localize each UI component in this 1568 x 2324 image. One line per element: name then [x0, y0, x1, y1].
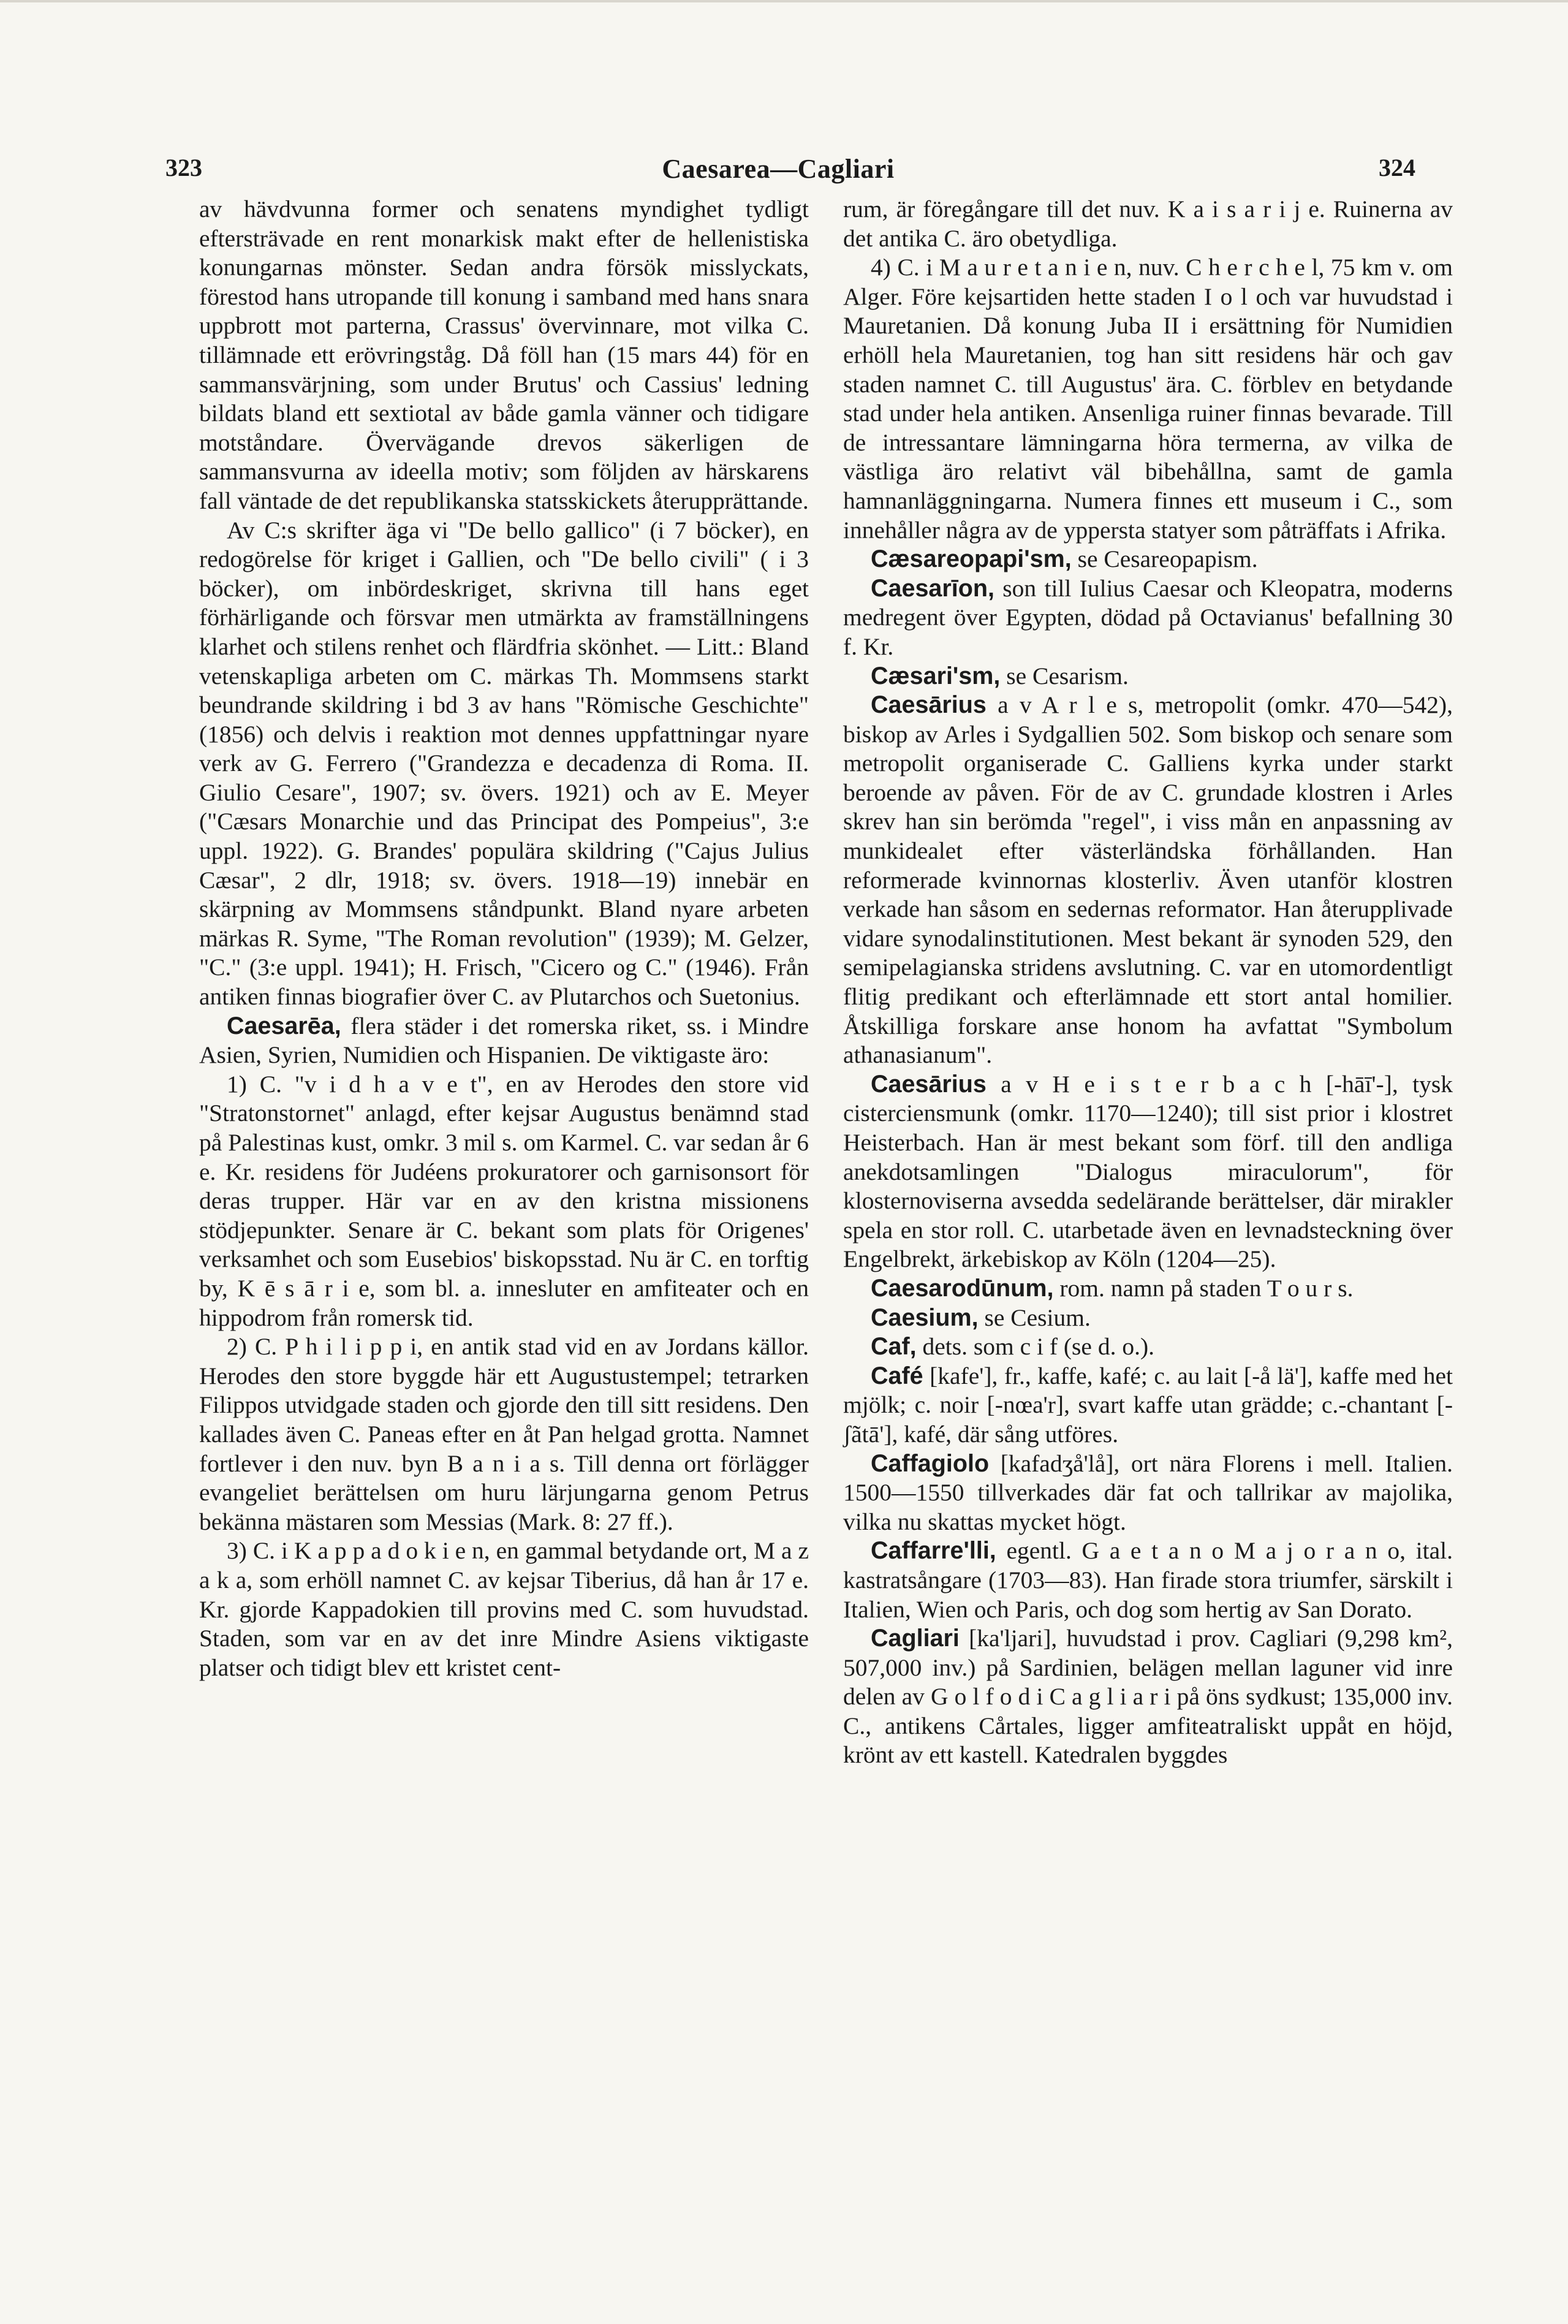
entry-text: dets. som c i f (se d. o.). [916, 1333, 1154, 1361]
page-number-left: 323 [165, 154, 202, 181]
entry-text: flera städer i det romerska riket, ss. i Mindre Asien, Syrien, Numidien och Hispanien. De viktigaste äro: [199, 1012, 809, 1069]
entry-headword: Caffarre'lli, [871, 1537, 996, 1565]
entry-text: av hävdvunna former och senatens myndighet tydligt eftersträvade en rent monarkisk makt efter de hellenistiska konungarnas mönster. Sedan andra försök misslyckats, förestod hans utropande till konung i samband med hans snara uppbrott mot parterna, Crassus' övervinnare, mot vilka C. tillämnade ett erövringståg. Då föll han (15 mars 44) för en sammansvärjning, som under Brutus' och Cassius' ledning bildats bland ett sextiotal av både gamla vänner och tidigare motståndare. Övervägande drevos säkerligen de sammansvurna av ideella motiv; som följden av härskarens fall väntade de det republikanska statsskickets återupprättande. [199, 196, 809, 514]
right-entry [843, 574, 1453, 662]
entry-headword: Cæsareopapi'sm, [871, 545, 1072, 573]
right-entry [843, 1536, 1453, 1624]
entry-headword: Caffagiolo [871, 1449, 990, 1477]
entry-text: se Cesarism. [1000, 662, 1129, 689]
entry-headword: Caf, [871, 1333, 917, 1361]
entry-text: son till Iulius Caesar och Kleopatra, moderns medregent över Egypten, dödad på Octavianus' befallning 30 f. Kr. [843, 574, 1453, 660]
entry-headword: Café [871, 1362, 923, 1389]
entry-text: [kafadʒå'lå], ort nära Florens i mell. Italien. 1500—1550 tillverkades där fat och tallrikar av majolika, vilka nu skattas mycket högt. [843, 1449, 1453, 1535]
right-continued-text [843, 195, 1453, 253]
left-paragraph [199, 1332, 809, 1536]
entry-text: 3) C. i K a p p a d o k i e n, en gammal betydande ort, M a z a k a, som erhöll namnet C. av kejsar Tiberius, då han år 17 e. Kr. gjorde Kappadokien till provins med C. som huvudstad. Staden, som var en av det inre Mindre Asiens viktigaste platser och tidigt blev ett kristet cent- [199, 1537, 809, 1681]
right-entry [843, 1362, 1453, 1449]
right-column [843, 195, 1453, 1770]
entry-text: a v A r l e s, metropolit (omkr. 470—542), biskop av Arles i Sydgallien 502. Som biskop och senare som metropolit organiserade C. Galliens kyrka under starkt beroende av påven. För de av C. grundade klostren i Arles skrev han sin berömda "regel", i viss mån en anpassning av munkidealet efter västerländska förhållanden. Han reformerade kvinnornas klosterliv. Även utanför klostren verkade han såsom en sedernas reformator. Han återupplivade vidare synodalinstitutionen. Mest bekant är synoden 529, den semipelagianska stridens avslutning. C. var en utomordentligt flitig predikant och efterlämnade ett stort antal homilier. Åtskilliga forskare anse honom ha avfattat "Symbolum athanasianum". [843, 691, 1453, 1069]
right-entry [843, 1449, 1453, 1537]
entry-headword: Cæsari'sm, [871, 662, 1001, 689]
entry-headword: Caesārius [871, 691, 987, 719]
entry-text: 2) C. P h i l i p p i, en antik stad vid en av Jordans källor. Herodes den store byggde här ett Augustustempel; tetrarken Filippos utvidgade staden och gjorde den till sitt residens. Den kallades även C. Paneas efter en åt Pan helgad grotta. Namnet fortlever i den nuv. byn B a n i a s. Till denna ort förlägger evangeliet berättelsen om huru lärjungarna genom Petrus bekänna mästaren som Messias (Mark. 8: 27 ff.). [199, 1333, 809, 1535]
page-header [165, 153, 1415, 190]
entry-headword: Caesarēa, [227, 1012, 341, 1039]
page-number-right: 324 [1379, 154, 1415, 181]
left-entry [199, 1012, 809, 1070]
right-entry [843, 1274, 1453, 1304]
entry-text: egentl. G a e t a n o M a j o r a n o, ital. kastratsångare (1703—83). Han firade stora triumfer, särskilt i Italien, Wien och Paris, och dog som hertig av San Dorato. [843, 1537, 1453, 1623]
entry-text: Av C:s skrifter äga vi "De bello gallico" (i 7 böcker), en redogörelse för kriget i Gallien, och "De bello civili" ( i 3 böcker), om inbördeskriget, skrivna till hans eget förhärligande och försvar men utmärkta av framställningens klarhet och stilens renhet och flärdfria skönhet. — Litt.: Bland vetenskapliga arbeten om C. märkas Th. Mommsens starkt beundrande skildring i bd 3 av hans "Römische Geschichte" (1856) och delvis i reaktion mot dennes uppfattningar nyare verk av G. Ferrero ("Grandezza e decadenza di Roma. II. Giulio Cesare", 1907; sv. övers. 1921) och av E. Meyer ("Cæsars Monarchie und das Principat des Pompeius", 3:e uppl. 1922). G. Brandes' populära skildring ("Cajus Julius Cæsar", 2 dlr, 1918; sv. övers. 1918—19) innebär en skärpning av Mommsens ståndpunkt. Bland nyare arbeten märkas R. Syme, "The Roman revolution" (1939); M. Gelzer, "C." (3:e uppl. 1941); H. Frisch, "Cicero og C." (1946). Från antiken finnas biografier över C. av Plutarchos och Suetonius. [199, 516, 809, 1011]
scan-edge-line [0, 0, 1568, 2]
right-entry [843, 662, 1453, 691]
right-entry [843, 1624, 1453, 1770]
entry-text: 1) C. "v i d h a v e t", en av Herodes den store vid "Stratonstornet" anlagd, efter kejsar Augustus benämnd stad på Palestinas kust, omkr. 3 mil s. om Karmel. C. var sedan år 6 e. Kr. residens för Judéens prokuratorer och garnisonsort för deras trupper. Här var en av den kristna missionens stödjepunkter. Senare är C. bekant som plats för Origenes' verksamhet och som Eusebios' biskopsstad. Nu är C. en torftig by, K ē s ā r i e, som bl. a. innesluter en amfiteater och en hippodrom från romersk tid. [199, 1070, 809, 1331]
entry-headword: Caesarīon, [871, 574, 994, 602]
left-paragraph [199, 1536, 809, 1682]
entry-text: [kafe'], fr., kaffe, kafé; c. au lait [-å lä'], kaffe med het mjölk; c. noir [-nœa'r], svart kaffe utan grädde; c.-chantant [-ʃãtā'], kafé, där sång utföres. [843, 1362, 1453, 1448]
running-head: Caesarea—Cagliari [662, 154, 895, 184]
entry-text: rum, är föregångare till det nuv. K a i s a r i j e. Ruinerna av det antika C. äro obetydliga. [843, 196, 1453, 252]
entry-text: se Cesium. [978, 1304, 1091, 1331]
entry-text: rom. namn på staden T o u r s. [1053, 1274, 1354, 1302]
left-continued-text [199, 195, 809, 516]
right-entry [843, 1332, 1453, 1362]
left-paragraph [199, 516, 809, 1012]
entry-text: se Cesareopapism. [1071, 545, 1258, 573]
right-entry [843, 1070, 1453, 1274]
left-paragraph [199, 1070, 809, 1332]
entry-headword: Caesarodūnum, [871, 1274, 1054, 1302]
entry-text: a v H e i s t e r b a c h [-hāī'-], tysk cisterciensmunk (omkr. 1170—1240); till sist prior i klostret Heisterbach. Han är mest bekant som förf. till den andliga anekdotsamlingen "Dialogus miraculorum", för klosternoviserna avsedda sedelärande berättelser, där mirakler spela en stor roll. C. utarbetade även en levnadsteckning över Engelbrekt, ärkebiskop av Köln (1204—25). [843, 1070, 1453, 1273]
entry-text: [ka'ljari], huvudstad i prov. Cagliari (9,298 km², 507,000 inv.) på Sardinien, belägen mellan laguner vid inre delen av G o l f o d i C a g l i a r i på öns sydkust; 135,000 inv. C., antikens Cårtales, ligger amfiteatraliskt uppåt en höjd, krönt av ett kastell. Katedralen byggdes [843, 1625, 1453, 1769]
entry-text: 4) C. i M a u r e t a n i e n, nuv. C h e r c h e l, 75 km v. om Alger. Före kejsartiden hette staden I o l och var huvudstad i Mauretanien. Då konung Juba II i ersättning för Numidien erhöll hela Mauretanien, tog han sitt residens här och gav staden namnet C. till Augustus' ära. C. förblev en betydande stad under hela antiken. Ansenliga ruiner finnas bevarade. Till de intressantare lämningarna höra termerna, av vilka de västliga äro relativt väl bibehållna, samt de gamla hamnanläggningarna. Numera finnes ett museum i C., som innehåller några av de yppersta statyer som påträffats i Afrika. [843, 254, 1453, 544]
entry-headword: Caesium, [871, 1304, 979, 1331]
right-entry [843, 545, 1453, 574]
right-paragraph [843, 253, 1453, 545]
left-column [199, 195, 809, 1682]
right-entry [843, 1304, 1453, 1333]
entry-headword: Cagliari [871, 1625, 960, 1652]
right-entry [843, 691, 1453, 1070]
entry-headword: Caesārius [871, 1070, 987, 1098]
